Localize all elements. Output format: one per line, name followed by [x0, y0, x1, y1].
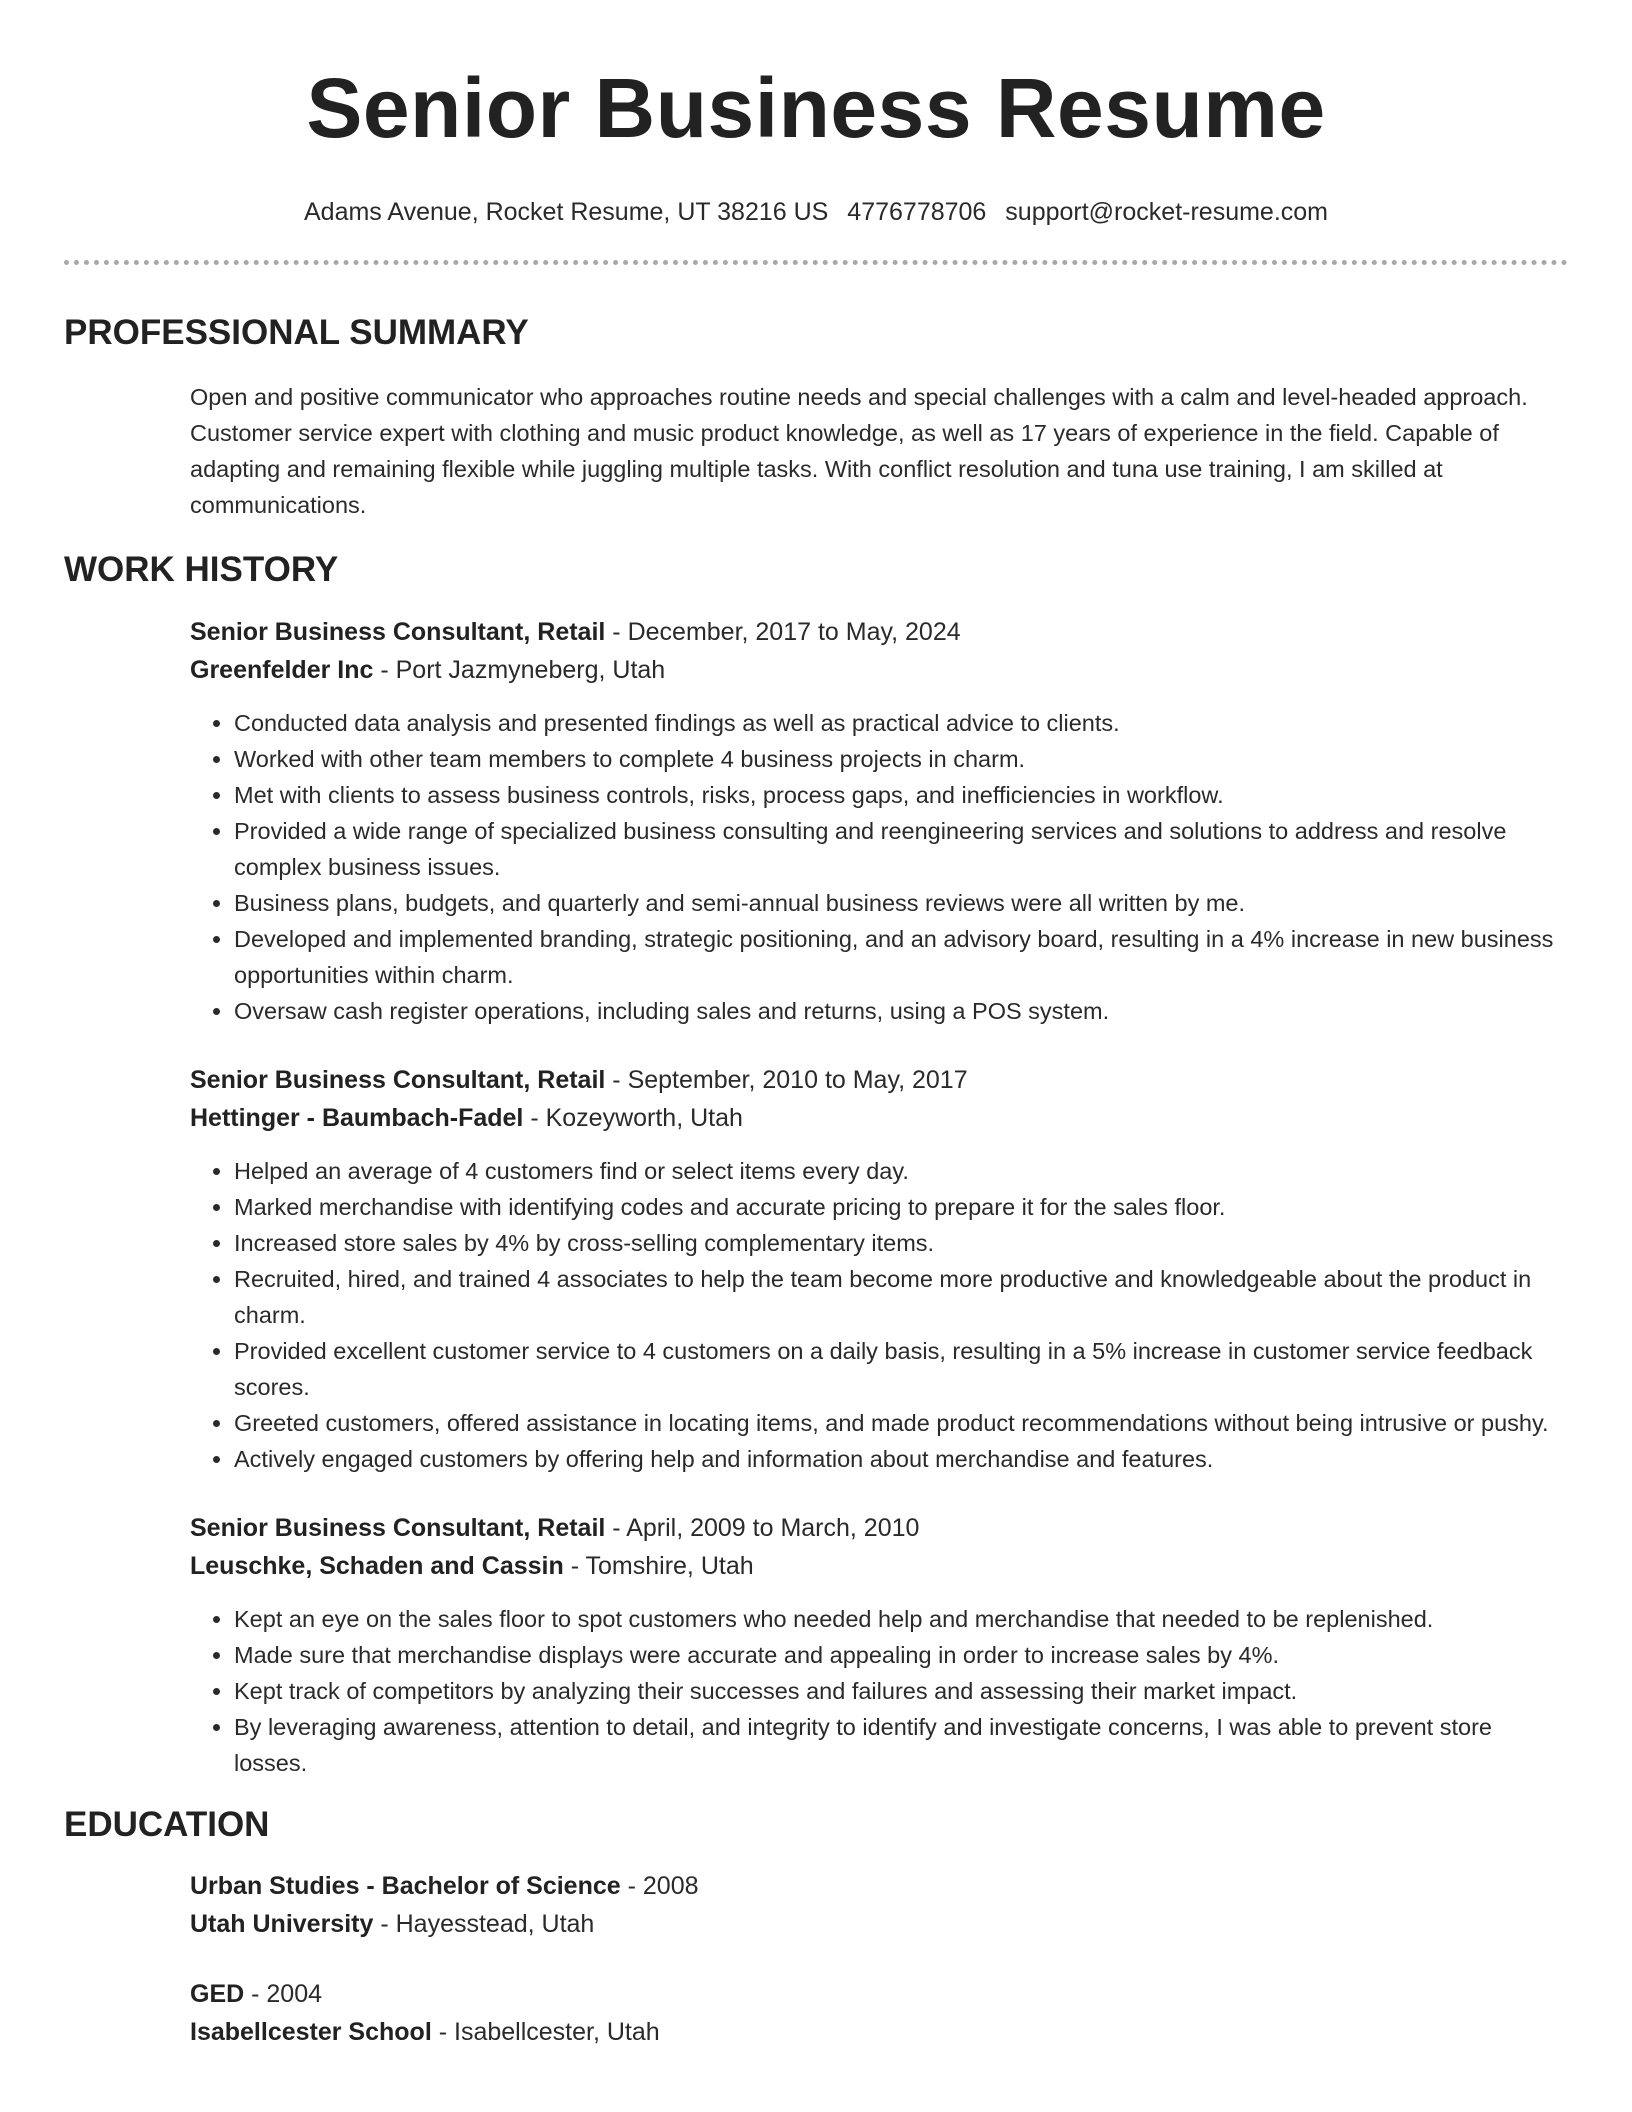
degree-year: - 2008	[620, 1872, 699, 1900]
job-entry	[64, 613, 1568, 1029]
summary-text: Open and positive communicator who approaches routine needs and special challenges with a calm and level-headed approach. Customer service expert with clothing and music product knowledge, as well as 17 years of experience in the field. Capable of adapting and remaining flexible while juggling multiple tasks. With conflict resolution and tuna use training, I am skilled at communications.	[190, 384, 1528, 518]
job-location: - Port Jazmyneberg, Utah	[373, 656, 666, 684]
bullet-item: • Business plans, budgets, and quarterly and semi-annual business reviews were all written by me.	[234, 885, 1568, 921]
work-history-heading: WORK HISTORY	[64, 550, 339, 589]
school-name: Utah University	[190, 1910, 374, 1938]
job-company-line	[190, 1099, 1568, 1137]
school-name: Isabellcester School	[190, 2018, 432, 2046]
job-title: Senior Business Consultant, Retail	[190, 1066, 606, 1094]
bullet-item: • Increased store sales by 4% by cross-selling complementary items.	[234, 1225, 1568, 1261]
education-entry	[64, 1975, 1568, 2051]
job-company: Leuschke, Schaden and Cassin	[190, 1552, 564, 1580]
job-company-line	[190, 1547, 1568, 1585]
bullet-item: • Conducted data analysis and presented findings as well as practical advice to clients.	[234, 705, 1568, 741]
school-location: - Isabellcester, Utah	[431, 2018, 660, 2046]
bullet-item: • Kept track of competitors by analyzing their successes and failures and assessing their market impact.	[234, 1673, 1568, 1709]
degree-name: GED	[190, 1980, 245, 2008]
job-title: Senior Business Consultant, Retail	[190, 618, 606, 646]
bullet-item: • Marked merchandise with identifying codes and accurate pricing to prepare it for the sales floor.	[234, 1189, 1568, 1225]
bullet-item: • Met with clients to assess business controls, risks, process gaps, and inefficiencies in workflow.	[234, 777, 1568, 813]
job-bullets	[190, 705, 1568, 1029]
degree-line	[190, 1867, 1568, 1905]
job-location: - Kozeyworth, Utah	[523, 1104, 743, 1132]
job-dates: - April, 2009 to March, 2010	[605, 1514, 920, 1542]
job-title: Senior Business Consultant, Retail	[190, 1514, 606, 1542]
job-title-line	[190, 613, 1568, 651]
resume-title: Senior Business Resume	[306, 61, 1326, 155]
school-location: - Hayesstead, Utah	[373, 1910, 595, 1938]
bullet-item: • Made sure that merchandise displays were accurate and appealing in order to increase sales by 4%.	[234, 1637, 1568, 1673]
job-title-line	[190, 1509, 1568, 1547]
education-entry	[64, 1867, 1568, 1943]
education-heading: EDUCATION	[64, 1805, 270, 1844]
bullet-item: • Provided a wide range of specialized business consulting and reengineering services and solutions to address and resolve complex business issues.	[234, 813, 1568, 885]
job-title-line	[190, 1061, 1568, 1099]
job-dates: - September, 2010 to May, 2017	[605, 1066, 968, 1094]
job-location: - Tomshire, Utah	[563, 1552, 754, 1580]
bullet-item: • Recruited, hired, and trained 4 associates to help the team become more productive and knowledgeable about the product in charm.	[234, 1261, 1568, 1333]
school-line	[190, 1905, 1568, 1943]
job-company: Greenfelder Inc	[190, 656, 374, 684]
job-company: Hettinger - Baumbach-Fadel	[190, 1104, 524, 1132]
bullet-item: • Kept an eye on the sales floor to spot customers who needed help and merchandise that needed to be replenished.	[234, 1601, 1568, 1637]
bullet-item: • By leveraging awareness, attention to detail, and integrity to identify and investigate concerns, I was able to prevent store losses.	[234, 1709, 1568, 1781]
header-divider	[64, 260, 1568, 265]
summary-section	[64, 379, 1568, 523]
job-bullets	[190, 1601, 1568, 1781]
summary-heading: PROFESSIONAL SUMMARY	[64, 313, 529, 352]
bullet-item: • Greeted customers, offered assistance in locating items, and made product recommendations without being intrusive or pushy.	[234, 1405, 1568, 1441]
school-line	[190, 2013, 1568, 2051]
bullet-item: • Actively engaged customers by offering help and information about merchandise and features.	[234, 1441, 1568, 1477]
bullet-item: • Oversaw cash register operations, including sales and returns, using a POS system.	[234, 993, 1568, 1029]
contact-phone: 4776778706	[847, 198, 987, 226]
bullet-item: • Provided excellent customer service to 4 customers on a daily basis, resulting in a 5% increase in customer service feedback scores.	[234, 1333, 1568, 1405]
job-bullets	[190, 1153, 1568, 1477]
bullet-item: • Worked with other team members to complete 4 business projects in charm.	[234, 741, 1568, 777]
contact-email: support@rocket-resume.com	[1005, 198, 1329, 226]
job-entry	[64, 1061, 1568, 1477]
bullet-item: • Developed and implemented branding, strategic positioning, and an advisory board, resulting in a 4% increase in new business opportunities within charm.	[234, 921, 1568, 993]
degree-line	[190, 1975, 1568, 2013]
job-entry	[64, 1509, 1568, 1781]
contact-address: Adams Avenue, Rocket Resume, UT 38216 US	[303, 198, 829, 226]
degree-year: - 2004	[244, 1980, 323, 2008]
bullet-item: • Helped an average of 4 customers find or select items every day.	[234, 1153, 1568, 1189]
degree-name: Urban Studies - Bachelor of Science	[190, 1872, 621, 1900]
job-company-line	[190, 651, 1568, 689]
job-dates: - December, 2017 to May, 2024	[605, 618, 961, 646]
contact-line	[64, 196, 1568, 228]
